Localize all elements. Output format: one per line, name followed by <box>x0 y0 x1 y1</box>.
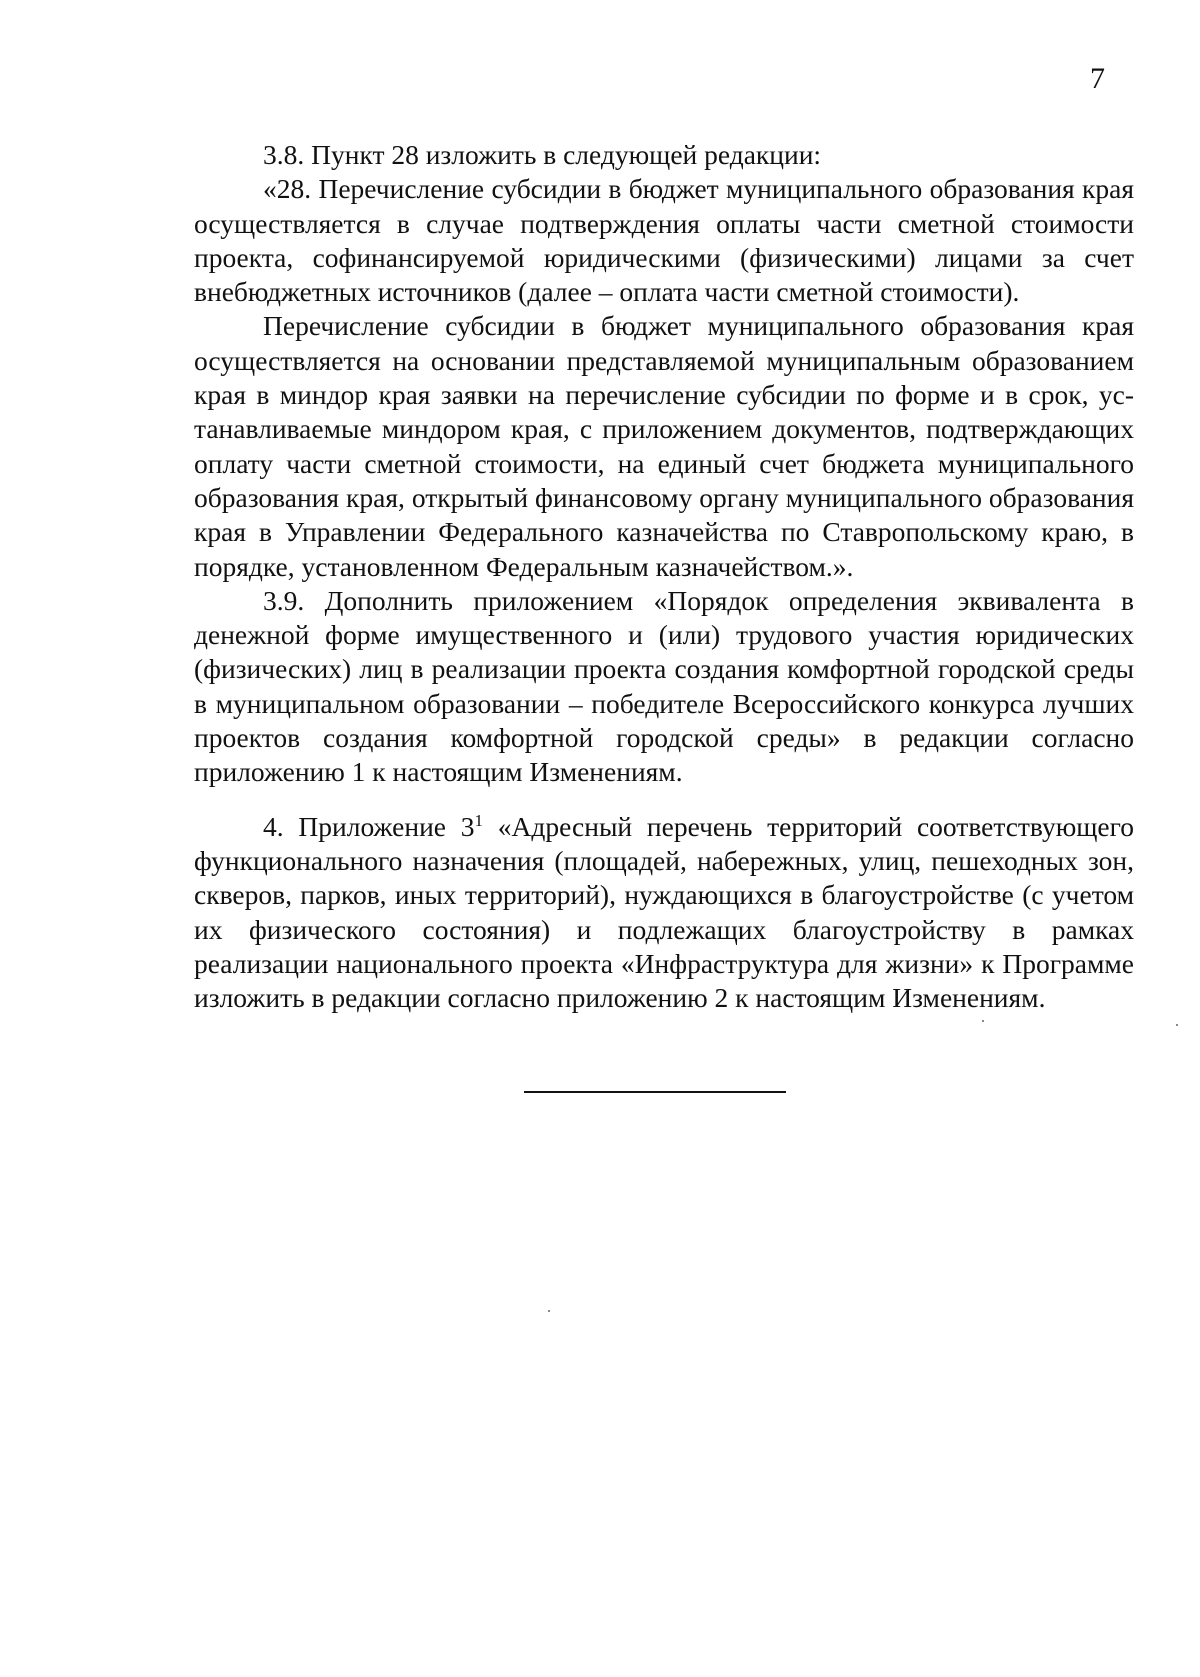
page-number: 7 <box>1090 62 1105 95</box>
paragraph-item-4 <box>194 810 1134 1016</box>
paragraph-subsidy-transfer: Перечисление субсидии в бюджет муниципального образования края осуществляется на основании представляемой муниципальным образованием края в миндор края заявки на перечисление субсидии по форме и в срок, устанавливаемые миндором края, с приложением документов, подтверждающих оплату части сметной стоимости, на единый счет бюджета муниципального образования края, открытый финансовому органу муниципального образования края в Управлении Федерального казначейства по Ставропольскому краю, в порядке, установленном Федеральным казначейством.». <box>194 310 1134 582</box>
scan-speck <box>1176 1024 1178 1026</box>
paragraph-gap <box>194 790 1134 810</box>
paragraph-3-9: 3.9. Дополнить приложением «Порядок определения эквивалента в денежной форме имущественного и (или) трудового участия юридических (физических) лиц в реализации проекта создания комфортной городской среды в муниципальном образовании – победителе Всероссийского конкурса лучших проектов создания комфортной городской среды» в редакции согласно приложению 1 к настоящим Изменениям. <box>194 584 1134 788</box>
document-body <box>194 138 1134 1015</box>
scan-speck <box>982 1020 984 1022</box>
paragraph-28-text: «28. Перечисление субсидии в бюджет муниципального образования края осуществляется в случае подтверждения оплаты части сметной стоимости проекта, софинансируемой юридическими (физическими) лицами за счет внебюджетных источников (далее – оплата части сметной стоимости). <box>194 173 1134 308</box>
end-of-text-rule <box>524 1091 786 1093</box>
scan-speck <box>548 1310 550 1312</box>
item-4-prefix: 4. Приложение 3 <box>263 810 475 842</box>
item-4-text: «Адресный перечень территорий соответствующего функционального назначения (площадей, набережных, улиц, пешеходных зон, скверов, парков, иных территорий), нуждающихся в благоустройстве (с учетом их физического состояния) и подлежащих благоустройству в рамках реализации национального проекта «Инфраструктура для жизни» к Программе изложить в редакции согласно приложению 2 к настоящим Изменениям. <box>194 810 1134 1014</box>
paragraph-3-8-heading: 3.8. Пункт 28 изложить в следующей редакции: <box>263 139 822 170</box>
item-4-superscript: 1 <box>474 810 484 830</box>
